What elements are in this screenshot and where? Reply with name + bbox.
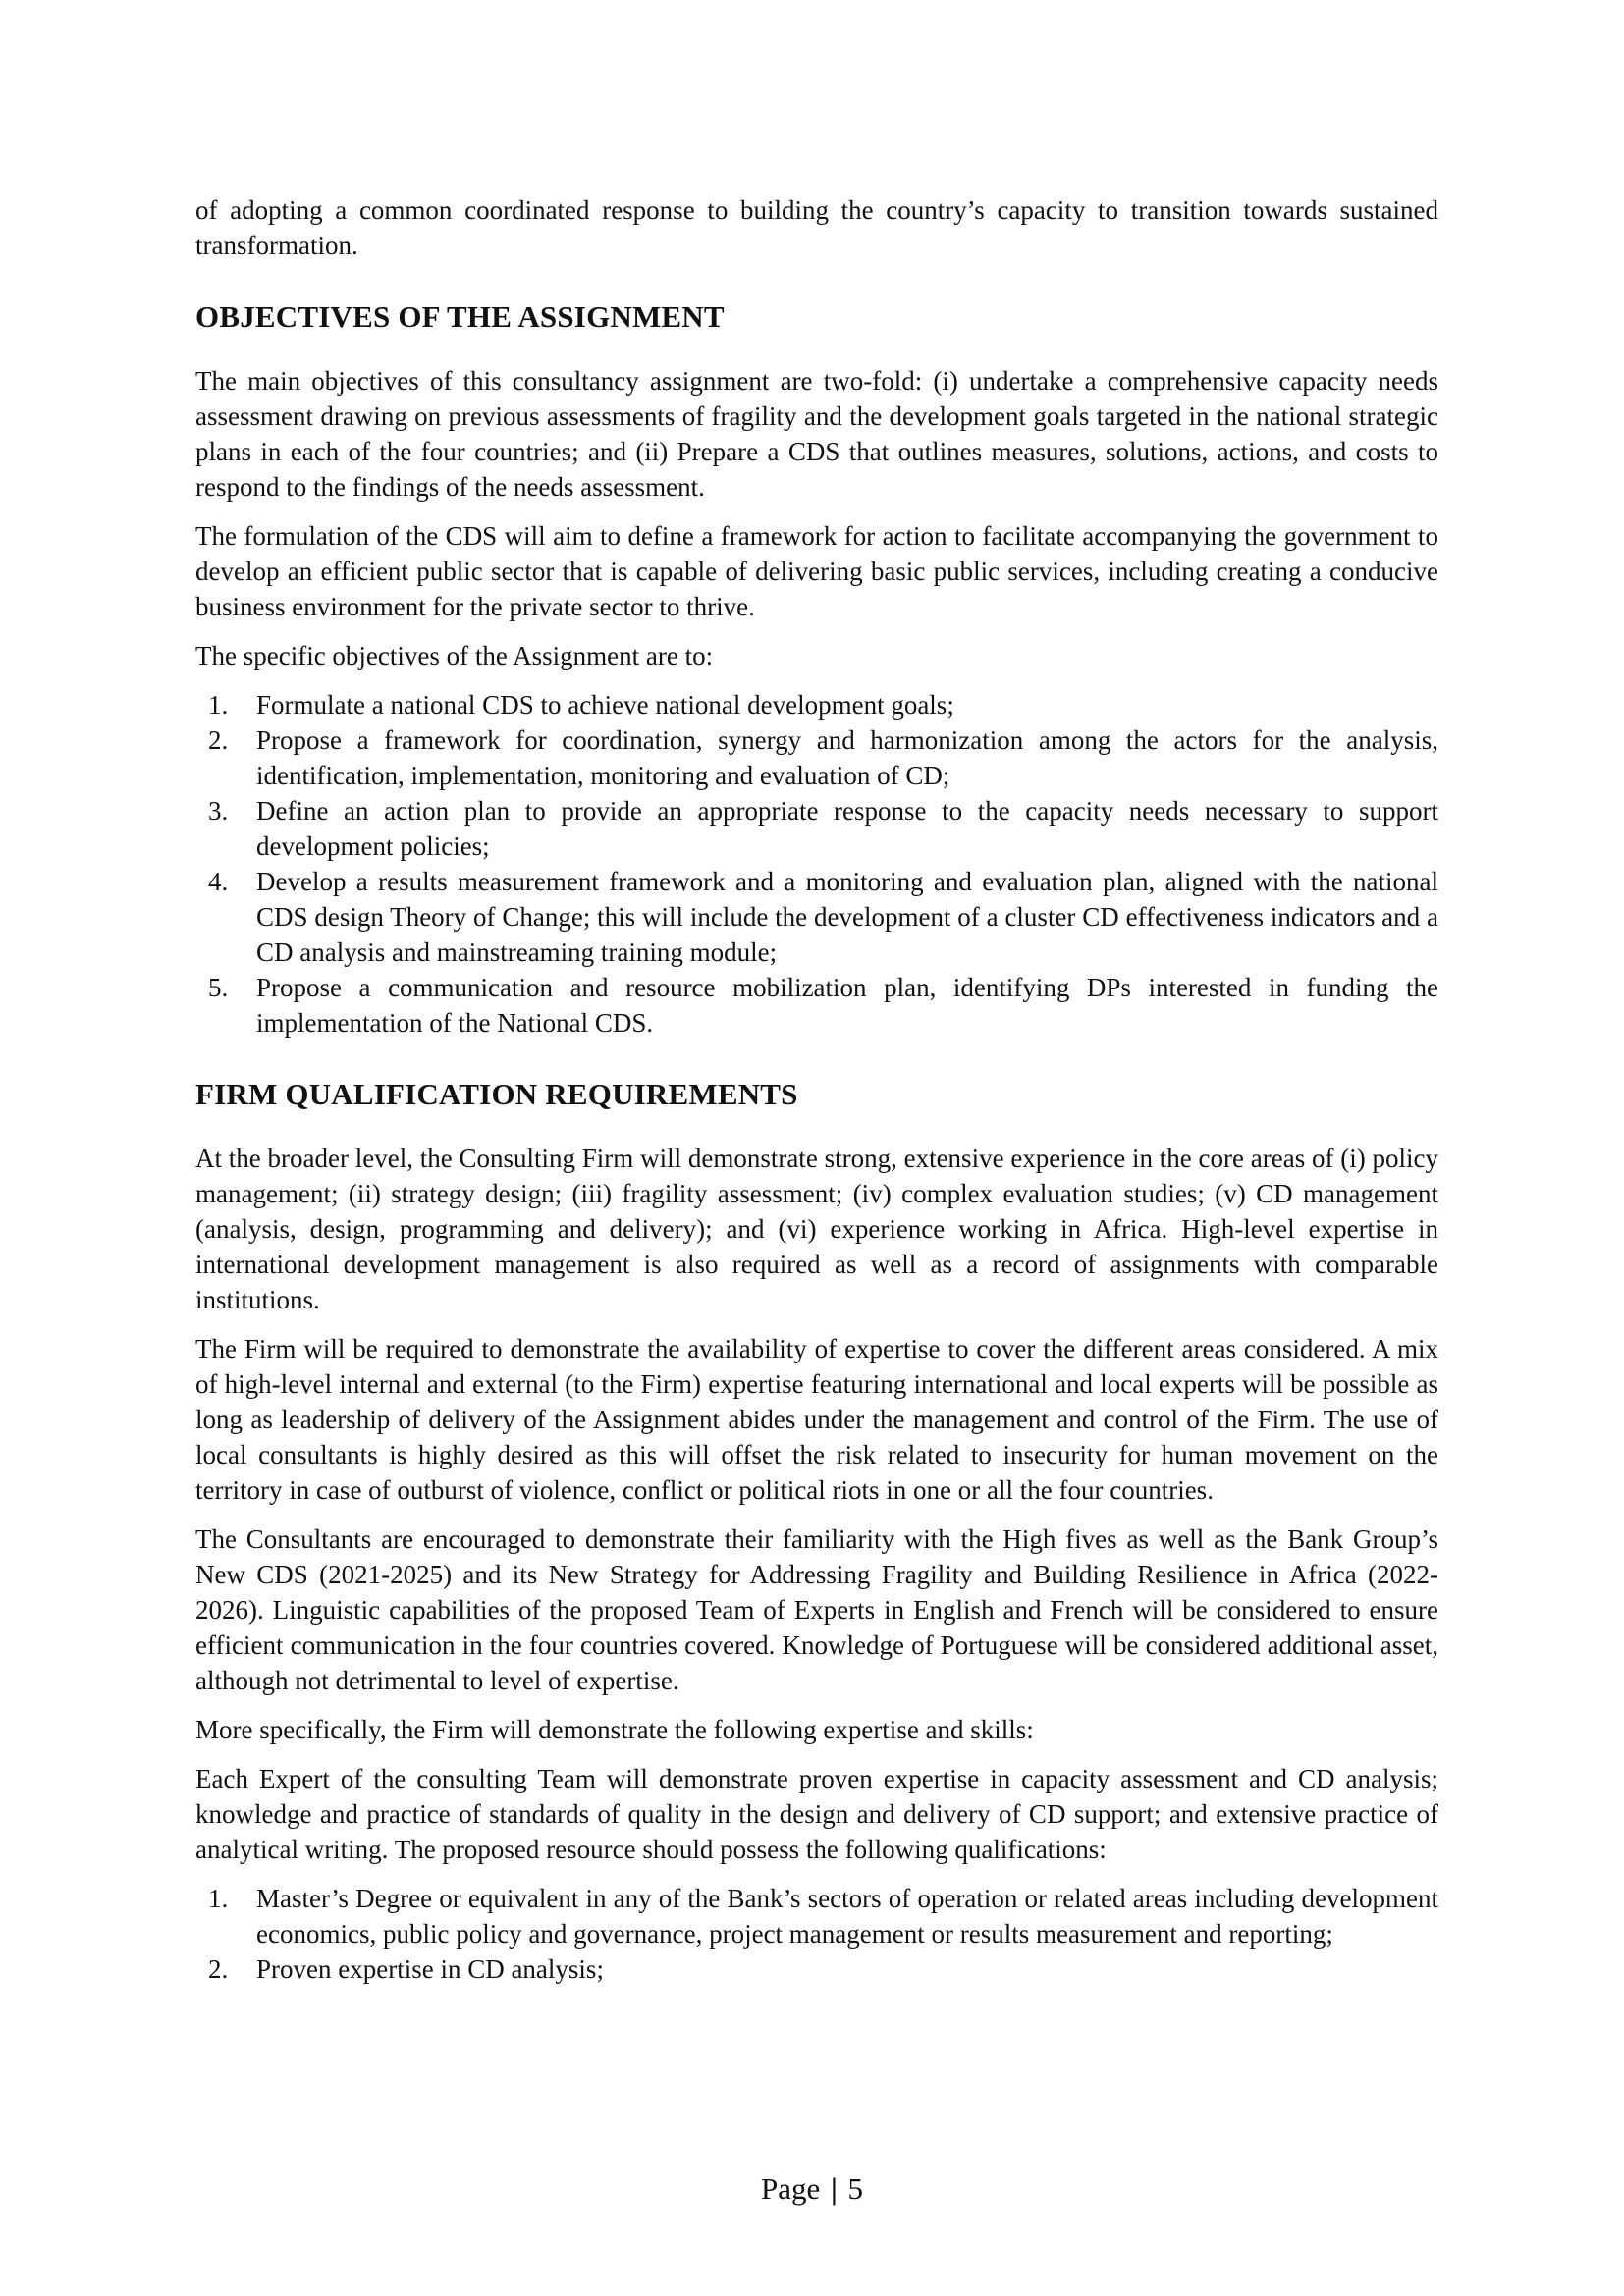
list-item-text: Develop a results measurement framework and a monitoring and evaluation plan, aligned with the national CDS design Theory of Change; this will include the development of a cluster CD effectiveness indicators and a CD analysis and mainstreaming training module; bbox=[256, 867, 1438, 967]
list-item bbox=[195, 970, 1438, 1041]
list-item-text: Propose a communication and resource mobilization plan, identifying DPs interested in funding the implementation of the National CDS. bbox=[256, 973, 1438, 1038]
page-separator: | bbox=[830, 2171, 838, 2206]
qualifications-paragraph: More specifically, the Firm will demonstrate the following expertise and skills: bbox=[195, 1715, 1034, 1744]
list-item-number: 1. bbox=[208, 690, 229, 720]
qualifications-paragraph: At the broader level, the Consulting Firm will demonstrate strong, extensive experience in the core areas of (i) policy management; (ii) strategy design; (iii) fragility assessment; (iv) complex evaluation studies; (v) CD management (analysis, design, programming and delivery); and (vi) experience working in Africa. High-level expertise in international development management is also required as well as a record of assignments with comparable institutions. bbox=[195, 1144, 1438, 1314]
list-item-text: Propose a framework for coordination, synergy and harmonization among the actors for the analysis, identification, implementation, monitoring and evaluation of CD; bbox=[256, 725, 1438, 790]
page-footer bbox=[0, 2169, 1624, 2209]
list-item bbox=[195, 722, 1438, 793]
list-item-text: Master’s Degree or equivalent in any of the Bank’s sectors of operation or related areas including development economics, public policy and governance, project management or results measurement and reporting; bbox=[256, 1884, 1438, 1949]
objectives-paragraph: The main objectives of this consultancy assignment are two-fold: (i) undertake a comprehensive capacity needs assessment drawing on previous assessments of fragility and the development goals targeted in the national strategic plans in each of the four countries; and (ii) Prepare a CDS that outlines measures, solutions, actions, and costs to respond to the findings of the needs assessment. bbox=[195, 366, 1438, 502]
list-item-number: 2. bbox=[208, 1954, 229, 1984]
page-number: 5 bbox=[847, 2171, 864, 2206]
list-item-text: Proven expertise in CD analysis; bbox=[256, 1954, 604, 1984]
list-item bbox=[195, 687, 1438, 722]
list-item-number: 2. bbox=[208, 725, 229, 755]
intro-continuation-paragraph: of adopting a common coordinated response to building the country’s capacity to transition towards sustained transformation. bbox=[195, 195, 1438, 260]
list-item bbox=[195, 793, 1438, 864]
qualifications-paragraph: Each Expert of the consulting Team will demonstrate proven expertise in capacity assessment and CD analysis; knowledge and practice of standards of quality in the design and delivery of CD support; and extensive practice of analytical writing. The proposed resource should possess the following qualifications: bbox=[195, 1764, 1438, 1864]
list-item-text: Define an action plan to provide an appropriate response to the capacity needs necessary to support development policies; bbox=[256, 796, 1438, 861]
list-item-number: 1. bbox=[208, 1884, 229, 1913]
qualifications-paragraph: The Firm will be required to demonstrate the availability of expertise to cover the different areas considered. A mix of high-level internal and external (to the Firm) expertise featuring international and local experts will be possible as long as leadership of delivery of the Assignment abides under the management and control of the Firm. The use of local consultants is highly desired as this will offset the risk related to insecurity for human movement on the territory in case of outburst of violence, conflict or political riots in one or all the four countries. bbox=[195, 1334, 1438, 1505]
list-item-number: 5. bbox=[208, 973, 229, 1002]
list-item bbox=[195, 864, 1438, 970]
objectives-heading: OBJECTIVES OF THE ASSIGNMENT bbox=[195, 299, 725, 334]
objectives-paragraph: The specific objectives of the Assignment are to: bbox=[195, 641, 714, 670]
list-item-text: Formulate a national CDS to achieve national development goals; bbox=[256, 690, 954, 720]
qualifications-paragraph: The Consultants are encouraged to demonstrate their familiarity with the High fives as well as the Bank Group’s New CDS (2021-2025) and its New Strategy for Addressing Fragility and Building Resilience in Africa (2022-2026). Linguistic capabilities of the proposed Team of Experts in English and French will be considered to ensure efficient communication in the four countries covered. Knowledge of Portuguese will be considered additional asset, although not detrimental to level of expertise. bbox=[195, 1524, 1438, 1695]
list-item bbox=[195, 1951, 1438, 1987]
document-page bbox=[195, 192, 1438, 2010]
expert-qualifications-list bbox=[195, 1881, 1438, 1987]
list-item bbox=[195, 1881, 1438, 1951]
firm-qualification-heading: FIRM QUALIFICATION REQUIREMENTS bbox=[195, 1077, 798, 1111]
specific-objectives-list bbox=[195, 687, 1438, 1041]
list-item-number: 4. bbox=[208, 867, 229, 896]
list-item-number: 3. bbox=[208, 796, 229, 826]
page-label: Page bbox=[760, 2171, 821, 2206]
objectives-paragraph: The formulation of the CDS will aim to define a framework for action to facilitate accompanying the government to develop an efficient public sector that is capable of delivering basic public services, including creating a conducive business environment for the private sector to thrive. bbox=[195, 521, 1438, 621]
